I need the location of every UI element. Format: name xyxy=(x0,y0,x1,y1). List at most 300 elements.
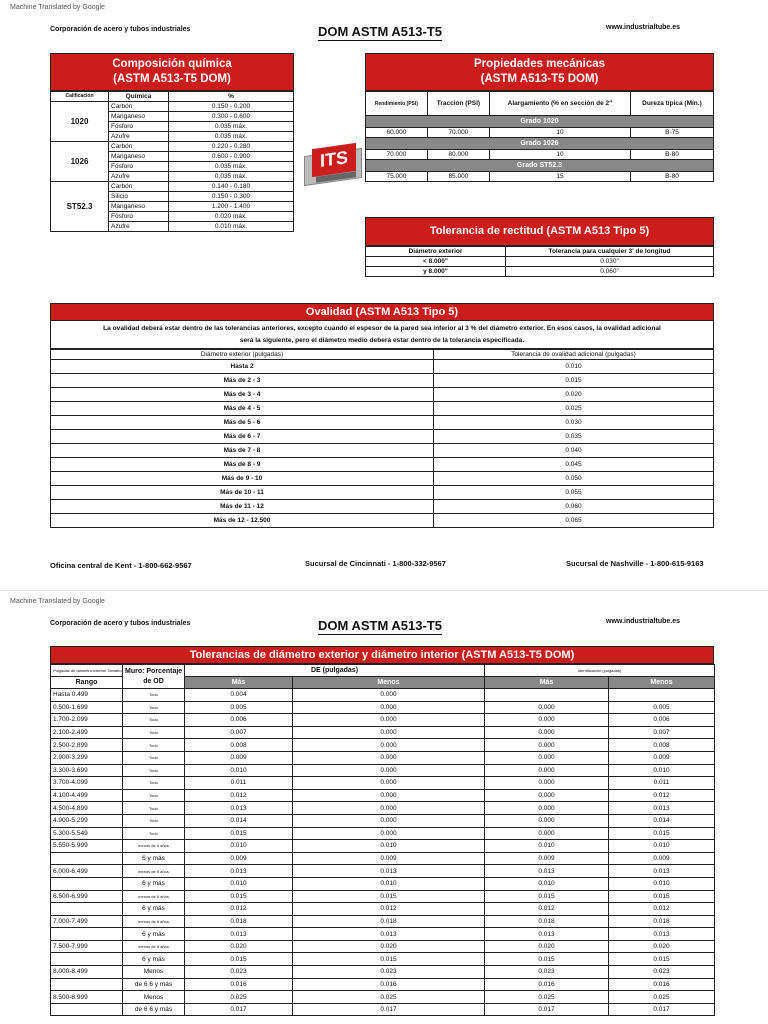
range-cell xyxy=(51,1003,123,1016)
wall-cell: 6 y más xyxy=(123,877,185,890)
wall-cell: 6 y más xyxy=(123,928,185,941)
mech-value-cell: 10 xyxy=(489,128,630,138)
tolerance-row xyxy=(51,802,715,815)
id-minus-cell: 0.013 xyxy=(609,928,715,941)
element-cell: Fósforo xyxy=(109,162,169,172)
composition-table xyxy=(50,91,294,232)
tolerance-row xyxy=(51,915,715,928)
id-plus-cell: 0.020 xyxy=(485,940,609,953)
range-cell: 2.100-2.499 xyxy=(51,726,123,739)
tolerance-row xyxy=(51,714,715,727)
range-cell xyxy=(51,877,123,890)
oval-od-cell: Más de 9 - 10 xyxy=(51,472,434,486)
range-cell: 6.500-6.999 xyxy=(51,890,123,903)
oval-row xyxy=(51,416,714,430)
od-plus-cell: 0.010 xyxy=(185,764,293,777)
wall-cell: Todo xyxy=(123,777,185,790)
element-cell: Silicio xyxy=(109,192,169,202)
od-plus-cell: 0.012 xyxy=(185,789,293,802)
oval-row xyxy=(51,458,714,472)
percent-cell: 0.140 - 0.180 xyxy=(169,182,294,192)
id-minus-cell: 0.017 xyxy=(609,1003,715,1016)
mech-value-cell: 85.000 xyxy=(427,172,489,182)
oval-tol-cell: 0.055 xyxy=(434,486,714,500)
od-minus-cell: 0.000 xyxy=(293,777,485,790)
id-plus-cell: 0.010 xyxy=(485,840,609,853)
id-minus-cell: 0.010 xyxy=(609,840,715,853)
od-plus-cell: 0.025 xyxy=(185,991,293,1004)
id-plus-cell: 0.012 xyxy=(485,903,609,916)
od-minus-cell: 0.010 xyxy=(293,877,485,890)
id-plus-cell: 0.000 xyxy=(485,814,609,827)
percent-cell: 0.300 - 0.600 xyxy=(169,112,294,122)
od-id-tolerance-header: Tolerancias de diámetro exterior y diámetro interior (ASTM A513-T5 DOM) xyxy=(50,646,714,664)
tolerance-row xyxy=(51,764,715,777)
office-cincinnati: Sucursal de Cincinnati - 1-800-332-9567 xyxy=(305,559,446,568)
od-minus-cell: 0.015 xyxy=(293,953,485,966)
oval-od-cell: Más de 7 - 8 xyxy=(51,444,434,458)
range-cell: 5.550-5.999 xyxy=(51,840,123,853)
od-header: DE (pulgadas) xyxy=(185,665,485,677)
od-minus-cell: 0.000 xyxy=(293,802,485,815)
element-cell: Carbón xyxy=(109,142,169,152)
od-plus-cell: 0.005 xyxy=(185,701,293,714)
range-cell: 3.700-4.099 xyxy=(51,777,123,790)
machine-translation-note: Machine Translated by Google xyxy=(10,4,105,11)
mechanical-title: Propiedades mecánicas xyxy=(473,58,606,70)
mech-header-cell: Tracción (PSI) xyxy=(427,92,489,116)
tolerance-row xyxy=(51,852,715,865)
mech-value-cell: 10 xyxy=(489,150,630,160)
ovality-header: Ovalidad (ASTM A513 Tipo 5) xyxy=(50,303,714,321)
id-plus-cell: 0.017 xyxy=(485,1003,609,1016)
od-minus-cell: 0.000 xyxy=(293,764,485,777)
range-cell: 3.300-3.699 xyxy=(51,764,123,777)
straight-od-cell: y 8.000" xyxy=(366,267,506,277)
tolerance-row xyxy=(51,751,715,764)
tolerance-row xyxy=(51,689,715,702)
od-plus-cell: 0.011 xyxy=(185,777,293,790)
tolerance-row xyxy=(51,777,715,790)
id-plus-cell: 0.015 xyxy=(485,953,609,966)
oval-od-cell: Más de 5 - 6 xyxy=(51,416,434,430)
percent-cell: 0.035 máx. xyxy=(169,122,294,132)
col-header-chem: Química xyxy=(109,92,169,102)
id-plus-cell: 0.016 xyxy=(485,978,609,991)
element-cell: Manganeso xyxy=(109,112,169,122)
composition-row xyxy=(51,182,294,192)
od-minus-cell: 0.000 xyxy=(293,814,485,827)
composition-subtitle: (ASTM A513-T5 DOM) xyxy=(113,73,231,85)
page-separator xyxy=(0,590,768,591)
mech-row xyxy=(366,128,714,138)
ovality-table xyxy=(50,349,714,528)
wall-cell: Todo xyxy=(123,701,185,714)
od-minus-cell: 0.020 xyxy=(293,940,485,953)
percent-cell: 0.020 máx. xyxy=(169,212,294,222)
range-cell xyxy=(51,903,123,916)
mechanical-subtitle: (ASTM A513-T5 DOM) xyxy=(480,73,599,85)
od-plus-cell: 0.010 xyxy=(185,840,293,853)
element-cell: Carbón xyxy=(109,182,169,192)
tolerance-row xyxy=(51,726,715,739)
website: www.industrialtube.es xyxy=(606,24,681,31)
tolerance-row xyxy=(51,739,715,752)
id-plus-cell: 0.000 xyxy=(485,726,609,739)
company-name: Corporación de acero y tubos industriales xyxy=(50,26,191,33)
range-cell: 2.500-2.899 xyxy=(51,739,123,752)
wall-cell: Todo xyxy=(123,739,185,752)
id-plus-cell xyxy=(485,689,609,702)
id-plus-cell: 0.000 xyxy=(485,827,609,840)
oval-row xyxy=(51,360,714,374)
id-plus-cell: 0.000 xyxy=(485,714,609,727)
straight-tol-cell: 0.060" xyxy=(506,267,714,277)
oval-tol-cell: 0.065 xyxy=(434,514,714,528)
mech-value-cell: 70.000 xyxy=(366,150,428,160)
oval-tol-cell: 0.040 xyxy=(434,444,714,458)
grade-cell: 1026 xyxy=(51,142,109,182)
oval-row xyxy=(51,444,714,458)
id-minus-cell xyxy=(609,689,715,702)
oval-tol-cell: 0.025 xyxy=(434,402,714,416)
mechanical-table xyxy=(365,91,714,182)
element-cell: Azufre xyxy=(109,172,169,182)
id-plus-cell: 0.023 xyxy=(485,966,609,979)
od-plus-cell: 0.016 xyxy=(185,978,293,991)
oval-od-cell: Hasta 2 xyxy=(51,360,434,374)
id-minus-cell: 0.012 xyxy=(609,903,715,916)
machine-translation-note-2: Machine Translated by Google xyxy=(10,598,105,605)
oval-tol-cell: 0.045 xyxy=(434,458,714,472)
grade-bar: Grado 1020 xyxy=(366,116,714,128)
percent-cell: 0.150 - 0.300 xyxy=(169,192,294,202)
mech-value-cell: B-80 xyxy=(630,150,713,160)
id-minus-cell: 0.005 xyxy=(609,701,715,714)
grade-bar: Grado 1026 xyxy=(366,138,714,150)
wall-cell: Menos xyxy=(123,966,185,979)
id-plus-cell: 0.000 xyxy=(485,764,609,777)
oval-row xyxy=(51,514,714,528)
id-plus-cell: 0.000 xyxy=(485,751,609,764)
straight-header-od: Diámetro exterior xyxy=(366,247,506,257)
id-plus-cell: 0.015 xyxy=(485,890,609,903)
id-minus-cell: 0.010 xyxy=(609,877,715,890)
oval-tol-cell: 0.050 xyxy=(434,472,714,486)
range-header: Rango xyxy=(51,677,123,689)
oval-od-cell: Más de 2 - 3 xyxy=(51,374,434,388)
wall-cell: Todo xyxy=(123,714,185,727)
tolerance-row xyxy=(51,903,715,916)
percent-cell: 0.010 máx. xyxy=(169,222,294,232)
od-plus-cell: 0.023 xyxy=(185,966,293,979)
element-cell: Azufre xyxy=(109,132,169,142)
element-cell: Manganeso xyxy=(109,202,169,212)
range-cell: 5.300-5.549 xyxy=(51,827,123,840)
od-minus-cell: 0.025 xyxy=(293,991,485,1004)
company-name-2: Corporación de acero y tubos industriales xyxy=(50,620,191,627)
id-minus-cell: 0.010 xyxy=(609,764,715,777)
oval-od-cell: Más de 10 - 11 xyxy=(51,486,434,500)
od-plus-cell: 0.006 xyxy=(185,714,293,727)
tolerance-row xyxy=(51,865,715,878)
id-plus-cell: 0.000 xyxy=(485,777,609,790)
wall-cell: 6 y más xyxy=(123,903,185,916)
straight-row xyxy=(366,257,714,267)
oval-tol-cell: 0.020 xyxy=(434,388,714,402)
tolerance-row xyxy=(51,789,715,802)
od-minus-cell: 0.023 xyxy=(293,966,485,979)
range-cell: 4.500-4.899 xyxy=(51,802,123,815)
oval-tol-cell: 0.060 xyxy=(434,500,714,514)
od-minus-cell: 0.010 xyxy=(293,840,485,853)
od-plus-cell: 0.015 xyxy=(185,953,293,966)
element-cell: Fósforo xyxy=(109,212,169,222)
id-minus-cell: 0.015 xyxy=(609,827,715,840)
tolerance-row xyxy=(51,928,715,941)
tolerance-row xyxy=(51,953,715,966)
document-title: DOM ASTM A513-T5 xyxy=(318,24,442,39)
oval-row xyxy=(51,430,714,444)
oval-row xyxy=(51,472,714,486)
id-minus-cell: 0.016 xyxy=(609,978,715,991)
percent-cell: 0.220 - 0.280 xyxy=(169,142,294,152)
od-plus-cell: 0.014 xyxy=(185,814,293,827)
percent-cell: 0.600 - 0.900 xyxy=(169,152,294,162)
id-minus-cell: 0.009 xyxy=(609,751,715,764)
id-minus-cell: 0.009 xyxy=(609,852,715,865)
tolerance-row xyxy=(51,814,715,827)
id-plus-cell: 0.000 xyxy=(485,701,609,714)
tolerance-row xyxy=(51,890,715,903)
range-cell: 7.000-7.499 xyxy=(51,915,123,928)
od-plus-cell: 0.013 xyxy=(185,865,293,878)
its-logo: ITS xyxy=(300,140,366,190)
od-minus-cell: 0.009 xyxy=(293,852,485,865)
wall-cell: Todo xyxy=(123,789,185,802)
mech-value-cell: 15 xyxy=(489,172,630,182)
element-cell: Fósforo xyxy=(109,122,169,132)
wall-cell: de 6 6 y más xyxy=(123,1003,185,1016)
wall-cell: menos de 6 años xyxy=(123,940,185,953)
wall-cell: Menos xyxy=(123,991,185,1004)
mech-header-cell: Rendimiento (PSI) xyxy=(366,92,428,116)
od-plus-cell: 0.015 xyxy=(185,827,293,840)
straight-tol-cell: 0.030" xyxy=(506,257,714,267)
id-minus-cell: 0.013 xyxy=(609,802,715,815)
id-minus-cell: 0.008 xyxy=(609,739,715,752)
element-cell: Carbón xyxy=(109,102,169,112)
id-plus-cell: 0.009 xyxy=(485,852,609,865)
office-kent: Oficina central de Kent - 1-800-662-9567 xyxy=(50,561,192,570)
od-plus-cell: 0.009 xyxy=(185,852,293,865)
tolerance-row xyxy=(51,877,715,890)
straightness-table xyxy=(365,246,714,277)
od-plus-cell: 0.010 xyxy=(185,877,293,890)
oval-tol-cell: 0.035 xyxy=(434,430,714,444)
range-cell xyxy=(51,852,123,865)
od-plus-cell: 0.007 xyxy=(185,726,293,739)
mech-value-cell: B-80 xyxy=(630,172,713,182)
straightness-header: Tolerancia de rectitud (ASTM A513 Tipo 5) xyxy=(365,217,714,246)
tolerance-row xyxy=(51,940,715,953)
od-plus-cell: 0.018 xyxy=(185,915,293,928)
range-cell: 4.100-4.499 xyxy=(51,789,123,802)
oval-tol-cell: 0.015 xyxy=(434,374,714,388)
od-plus-cell: 0.015 xyxy=(185,890,293,903)
mech-value-cell: 60.000 xyxy=(366,128,428,138)
percent-cell: 0.035 máx. xyxy=(169,132,294,142)
od-minus-cell: 0.000 xyxy=(293,789,485,802)
od-plus-cell: 0.012 xyxy=(185,903,293,916)
composition-title: Composición química xyxy=(112,58,232,70)
tolerance-row xyxy=(51,1003,715,1016)
wall-cell: Todo xyxy=(123,726,185,739)
id-plus-cell: 0.013 xyxy=(485,865,609,878)
wall-cell: Todo xyxy=(123,764,185,777)
straight-od-cell: < 8.000" xyxy=(366,257,506,267)
od-id-tolerance-table xyxy=(50,664,715,1016)
od-minus-cell: 0.013 xyxy=(293,928,485,941)
id-minus-cell: 0.015 xyxy=(609,953,715,966)
oval-tol-cell: 0.010 xyxy=(434,360,714,374)
oval-row xyxy=(51,486,714,500)
id-minus-cell: 0.025 xyxy=(609,991,715,1004)
element-cell: Azufre xyxy=(109,222,169,232)
od-minus-header: Menos xyxy=(293,677,485,689)
od-plus-cell: 0.009 xyxy=(185,751,293,764)
mech-header-cell: Dureza típica (Mín.) xyxy=(630,92,713,116)
od-minus-cell: 0.000 xyxy=(293,701,485,714)
mech-value-cell: 70.000 xyxy=(427,128,489,138)
mech-value-cell: 80.000 xyxy=(427,150,489,160)
wall-cell: Todo xyxy=(123,802,185,815)
id-minus-header: Menos xyxy=(609,677,715,689)
od-plus-cell: 0.004 xyxy=(185,689,293,702)
id-plus-cell: 0.025 xyxy=(485,991,609,1004)
id-minus-cell: 0.020 xyxy=(609,940,715,953)
percent-cell: 0.035 máx. xyxy=(169,172,294,182)
mech-row xyxy=(366,172,714,182)
oval-tol-cell: 0.030 xyxy=(434,416,714,430)
website-2: www.industrialtube.es xyxy=(606,618,681,625)
oval-od-cell: Más de 12 - 12.500 xyxy=(51,514,434,528)
oval-row xyxy=(51,500,714,514)
wall-cell: de 6 6 y más xyxy=(123,978,185,991)
range-cell: 7.500-7.999 xyxy=(51,940,123,953)
id-plus-cell: 0.000 xyxy=(485,802,609,815)
id-plus-cell: 0.010 xyxy=(485,877,609,890)
id-plus-cell: 0.018 xyxy=(485,915,609,928)
range-cell xyxy=(51,953,123,966)
wall-cell: 6 y más xyxy=(123,852,185,865)
grade-cell: 1020 xyxy=(51,102,109,142)
oval-od-cell: Más de 8 - 9 xyxy=(51,458,434,472)
range-cell: 1.700-2.099 xyxy=(51,714,123,727)
od-minus-cell: 0.000 xyxy=(293,714,485,727)
oval-od-cell: Más de 4 - 5 xyxy=(51,402,434,416)
percent-cell: 1.200 - 1.400 xyxy=(169,202,294,212)
tolerance-row xyxy=(51,966,715,979)
tolerance-row xyxy=(51,840,715,853)
od-minus-cell: 0.013 xyxy=(293,865,485,878)
range-size-header: Pulgadas de diámetro exterior Tamaño xyxy=(51,665,123,677)
grade-cell: ST52.3 xyxy=(51,182,109,232)
od-minus-cell: 0.015 xyxy=(293,890,485,903)
id-minus-cell: 0.012 xyxy=(609,789,715,802)
od-minus-cell: 0.000 xyxy=(293,726,485,739)
wall-cell: Todo xyxy=(123,689,185,702)
od-plus-header: Más xyxy=(185,677,293,689)
wall-cell: Todo xyxy=(123,827,185,840)
composition-row xyxy=(51,142,294,152)
tolerance-row xyxy=(51,701,715,714)
col-header-grade: Calificación xyxy=(51,92,109,102)
oval-row xyxy=(51,402,714,416)
mech-row xyxy=(366,150,714,160)
wall-cell: menos de 6 años xyxy=(123,865,185,878)
wall-cell: Todo xyxy=(123,751,185,764)
mech-value-cell: 75.000 xyxy=(366,172,428,182)
office-nashville: Sucursal de Nashville - 1-800-615-9163 xyxy=(566,559,704,568)
range-cell: 2.900-3.299 xyxy=(51,751,123,764)
id-plus-cell: 0.000 xyxy=(485,789,609,802)
oval-od-cell: Más de 6 - 7 xyxy=(51,430,434,444)
id-minus-cell: 0.006 xyxy=(609,714,715,727)
wall-cell: menos de 6 años xyxy=(123,915,185,928)
wall-header: Muro: Porcentaje de OD xyxy=(123,665,185,689)
id-minus-cell: 0.013 xyxy=(609,865,715,878)
range-cell: Hasta 0.499 xyxy=(51,689,123,702)
ovality-note-line2: será la siguiente, pero el diámetro medio deberá estar dentro de la tolerancia especificada. xyxy=(239,337,525,344)
od-plus-cell: 0.017 xyxy=(185,1003,293,1016)
od-minus-cell: 0.000 xyxy=(293,739,485,752)
oval-od-cell: Más de 11 - 12 xyxy=(51,500,434,514)
range-cell: 8.500-8.999 xyxy=(51,991,123,1004)
id-header: Identificación (pulgadas) xyxy=(485,665,715,677)
od-minus-cell: 0.000 xyxy=(293,689,485,702)
wall-cell: Todo xyxy=(123,814,185,827)
id-minus-cell: 0.018 xyxy=(609,915,715,928)
od-plus-cell: 0.013 xyxy=(185,928,293,941)
straight-row xyxy=(366,267,714,277)
od-plus-cell: 0.013 xyxy=(185,802,293,815)
composition-header xyxy=(50,53,294,91)
id-plus-header: Más xyxy=(485,677,609,689)
od-plus-cell: 0.020 xyxy=(185,940,293,953)
percent-cell: 0.150 - 0.200 xyxy=(169,102,294,112)
tolerance-row xyxy=(51,991,715,1004)
document-title-2: DOM ASTM A513-T5 xyxy=(318,618,442,633)
mechanical-header xyxy=(365,53,714,91)
od-minus-cell: 0.016 xyxy=(293,978,485,991)
oval-header-od: Diámetro exterior (pulgadas) xyxy=(51,350,434,360)
oval-od-cell: Más de 3 - 4 xyxy=(51,388,434,402)
tolerance-row xyxy=(51,978,715,991)
range-cell: 8.000-8.499 xyxy=(51,966,123,979)
od-minus-cell: 0.000 xyxy=(293,751,485,764)
od-minus-cell: 0.018 xyxy=(293,915,485,928)
id-minus-cell: 0.007 xyxy=(609,726,715,739)
percent-cell: 0.035 máx. xyxy=(169,162,294,172)
range-cell xyxy=(51,978,123,991)
id-minus-cell: 0.015 xyxy=(609,890,715,903)
oval-header-tol: Tolerancia de ovalidad adicional (pulgadas) xyxy=(434,350,714,360)
mech-header-cell: Alargamiento (% en sección de 2" xyxy=(489,92,630,116)
range-cell: 6.000-6.499 xyxy=(51,865,123,878)
oval-row xyxy=(51,388,714,402)
mech-value-cell: B-75 xyxy=(630,128,713,138)
